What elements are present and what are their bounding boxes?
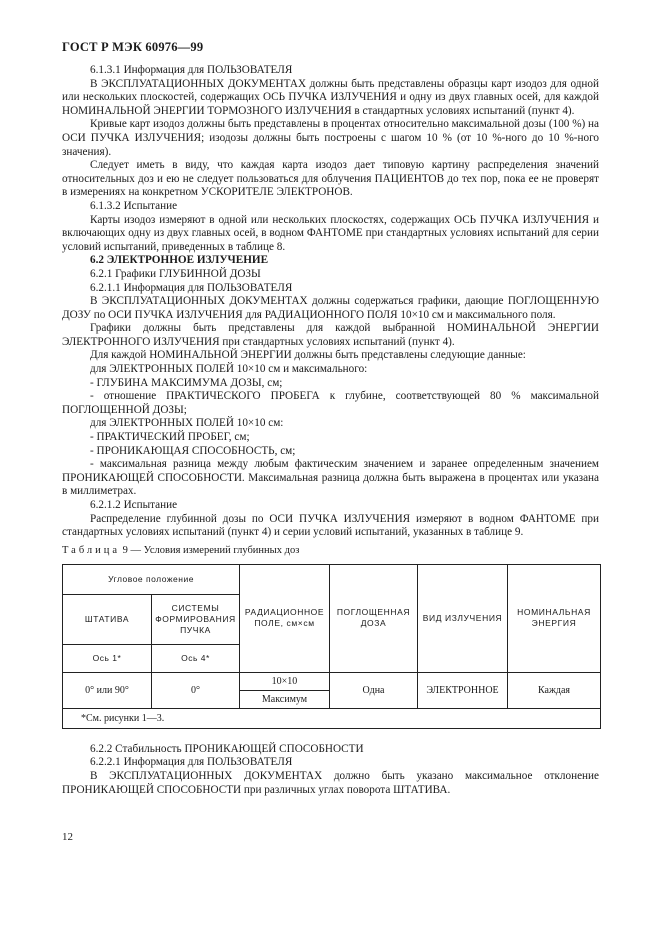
document-header: ГОСТ Р МЭК 60976—99 — [62, 40, 204, 54]
clause-6-2-1: 6.2.1 Графики ГЛУБИННОЙ ДОЗЫ — [90, 267, 261, 280]
paragraph: Карты изодоз измеряют в одной или нескольких плоскостях, содержащих ОСЬ ПУЧКА ИЗЛУЧЕНИЯ и включающих одну из двух главных осей, в водном ФАНТОМЕ при стандартных условиях испытаний для серии условий испытаний, приведенных в таблице 8. — [62, 213, 599, 253]
paragraph: Кривые карт изодоз должны быть представлены в процентах относительно максимальной дозы (100 %) на ОСИ ПУЧКА ИЗЛУЧЕНИЯ; изодозы должны быть построены с шагом 10 % (от 10 %-ного до 10 %-ного значения). — [62, 118, 599, 158]
paragraph: Распределение глубинной дозы по ОСИ ПУЧКА ИЗЛУЧЕНИЯ измеряют в водном ФАНТОМЕ при стандартных условиях испытаний (пункт 4) и серии условий испытаний, указанных в таблице 9. — [62, 512, 599, 539]
clause-6-2-1-1: 6.2.1.1 Информация для ПОЛЬЗОВАТЕЛЯ — [90, 281, 293, 294]
table-caption-text: 9 — Условия измерений глубинных доз — [122, 544, 300, 556]
header-nominal-energy: НОМИНАЛЬНАЯ ЭНЕРГИЯ — [508, 564, 601, 672]
header-shtativ: ШТАТИВА — [63, 594, 152, 644]
header-radiation-type: ВИД ИЗЛУЧЕНИЯ — [418, 564, 508, 672]
table-caption-word: Таблица — [62, 544, 121, 556]
list-item: - ГЛУБИНА МАКСИМУМА ДОЗЫ, см; — [90, 376, 283, 389]
header-axis-4: Ось 4* — [152, 644, 240, 672]
list-item: - ПРОНИКАЮЩАЯ СПОСОБНОСТЬ, см; — [90, 444, 296, 457]
header-axis-1: Ось 1* — [63, 644, 152, 672]
clause-6-2-2: 6.2.2 Стабильность ПРОНИКАЮЩЕЙ СПОСОБНОСТИ — [90, 742, 364, 755]
section-6-2-title: 6.2 ЭЛЕКТРОННОЕ ИЗЛУЧЕНИЕ — [90, 254, 269, 267]
header-beam-system: СИСТЕМЫ ФОРМИРОВАНИЯ ПУЧКА — [152, 594, 240, 644]
paragraph: Следует иметь в виду, что каждая карта изодоз дает типовую картину распределения значений относительных доз и ею не следует пользоваться для облучения ПАЦИЕНТОВ до тех пор, пока ее не проверят в измерениях на конкретном УСКОРИТЕЛЕ ЭЛЕКТРОНОВ. — [62, 159, 599, 199]
table-9 — [62, 564, 601, 729]
header-angular-position: Угловое положение — [63, 564, 240, 594]
header-absorbed-dose: ПОГЛОЩЕННАЯ ДОЗА — [330, 564, 418, 672]
paragraph: Графики должны быть представлены для каждой выбранной НОМИНАЛЬНОЙ ЭНЕРГИИ ЭЛЕКТРОННОГО ИЗЛУЧЕНИЯ при стандартных условиях испытаний (пункт 4). — [62, 322, 599, 348]
cell-system-angle: 0° — [152, 672, 240, 708]
page-number: 12 — [62, 831, 73, 843]
cell-field-10x10: 10×10 — [240, 672, 330, 690]
header-radiation-field: РАДИАЦИОННОЕ ПОЛЕ, см×см — [240, 564, 330, 672]
clause-6-1-3-2: 6.1.3.2 Испытание — [90, 199, 178, 212]
list-item: - отношение ПРАКТИЧЕСКОГО ПРОБЕГА к глубине, соответствующей 80 % максимальной ПОГЛОЩЕННОЙ ДОЗЫ; — [62, 390, 599, 416]
cell-radiation-type: ЭЛЕКТРОННОЕ — [418, 672, 508, 708]
paragraph: для ЭЛЕКТРОННЫХ ПОЛЕЙ 10×10 см: — [90, 417, 284, 430]
paragraph: В ЭКСПЛУАТАЦИОННЫХ ДОКУМЕНТАХ должны быть представлены образцы карт изодоз для одной или нескольких плоскостей, содержащих ОСЬ ПУЧКА ИЗЛУЧЕНИЯ и одну из двух главных осей, для каждой НОМИНАЛЬНОЙ ЭНЕРГИИ ТОРМОЗНОГО ИЗЛУЧЕНИЯ в стандартных условиях испытаний (пункт 4). — [62, 77, 599, 117]
cell-shtativ-angle: 0° или 90° — [63, 672, 152, 708]
table-caption — [62, 545, 599, 556]
cell-field-max: Максимум — [240, 690, 330, 708]
paragraph: для ЭЛЕКТРОННЫХ ПОЛЕЙ 10×10 см и максимального: — [90, 363, 368, 376]
list-item: - максимальная разница между любым фактическим значением и заранее определенным значением ПРОНИКАЮЩЕЙ СПОСОБНОСТИ. Максимальная разница должна быть выражена в процентах или указана в миллиметрах. — [62, 458, 599, 498]
clause-6-2-2-1: 6.2.2.1 Информация для ПОЛЬЗОВАТЕЛЯ — [90, 756, 293, 769]
cell-dose: Одна — [330, 672, 418, 708]
paragraph: Для каждой НОМИНАЛЬНОЙ ЭНЕРГИИ должны быть представлены следующие данные: — [90, 349, 526, 362]
list-item: - ПРАКТИЧЕСКИЙ ПРОБЕГ, см; — [90, 431, 250, 444]
paragraph: В ЭКСПЛУАТАЦИОННЫХ ДОКУМЕНТАХ должно быть указано максимальное отклонение ПРОНИКАЮЩЕЙ СПОСОБНОСТИ при различных углах поворота ШТАТИВА. — [62, 769, 599, 796]
cell-energy: Каждая — [508, 672, 601, 708]
table-footnote: *См. рисунки 1—3. — [63, 708, 601, 728]
clause-6-1-3-1: 6.1.3.1 Информация для ПОЛЬЗОВАТЕЛЯ — [90, 64, 293, 76]
document-page — [62, 40, 599, 797]
paragraph: В ЭКСПЛУАТАЦИОННЫХ ДОКУМЕНТАХ должны содержаться графики, дающие ПОГЛОЩЕННУЮ ДОЗУ по ОСИ ПУЧКА ИЗЛУЧЕНИЯ для РАДИАЦИОННОГО ПОЛЯ 10×10 см и максимального поля. — [62, 295, 599, 321]
clause-6-2-1-2: 6.2.1.2 Испытание — [90, 499, 178, 511]
